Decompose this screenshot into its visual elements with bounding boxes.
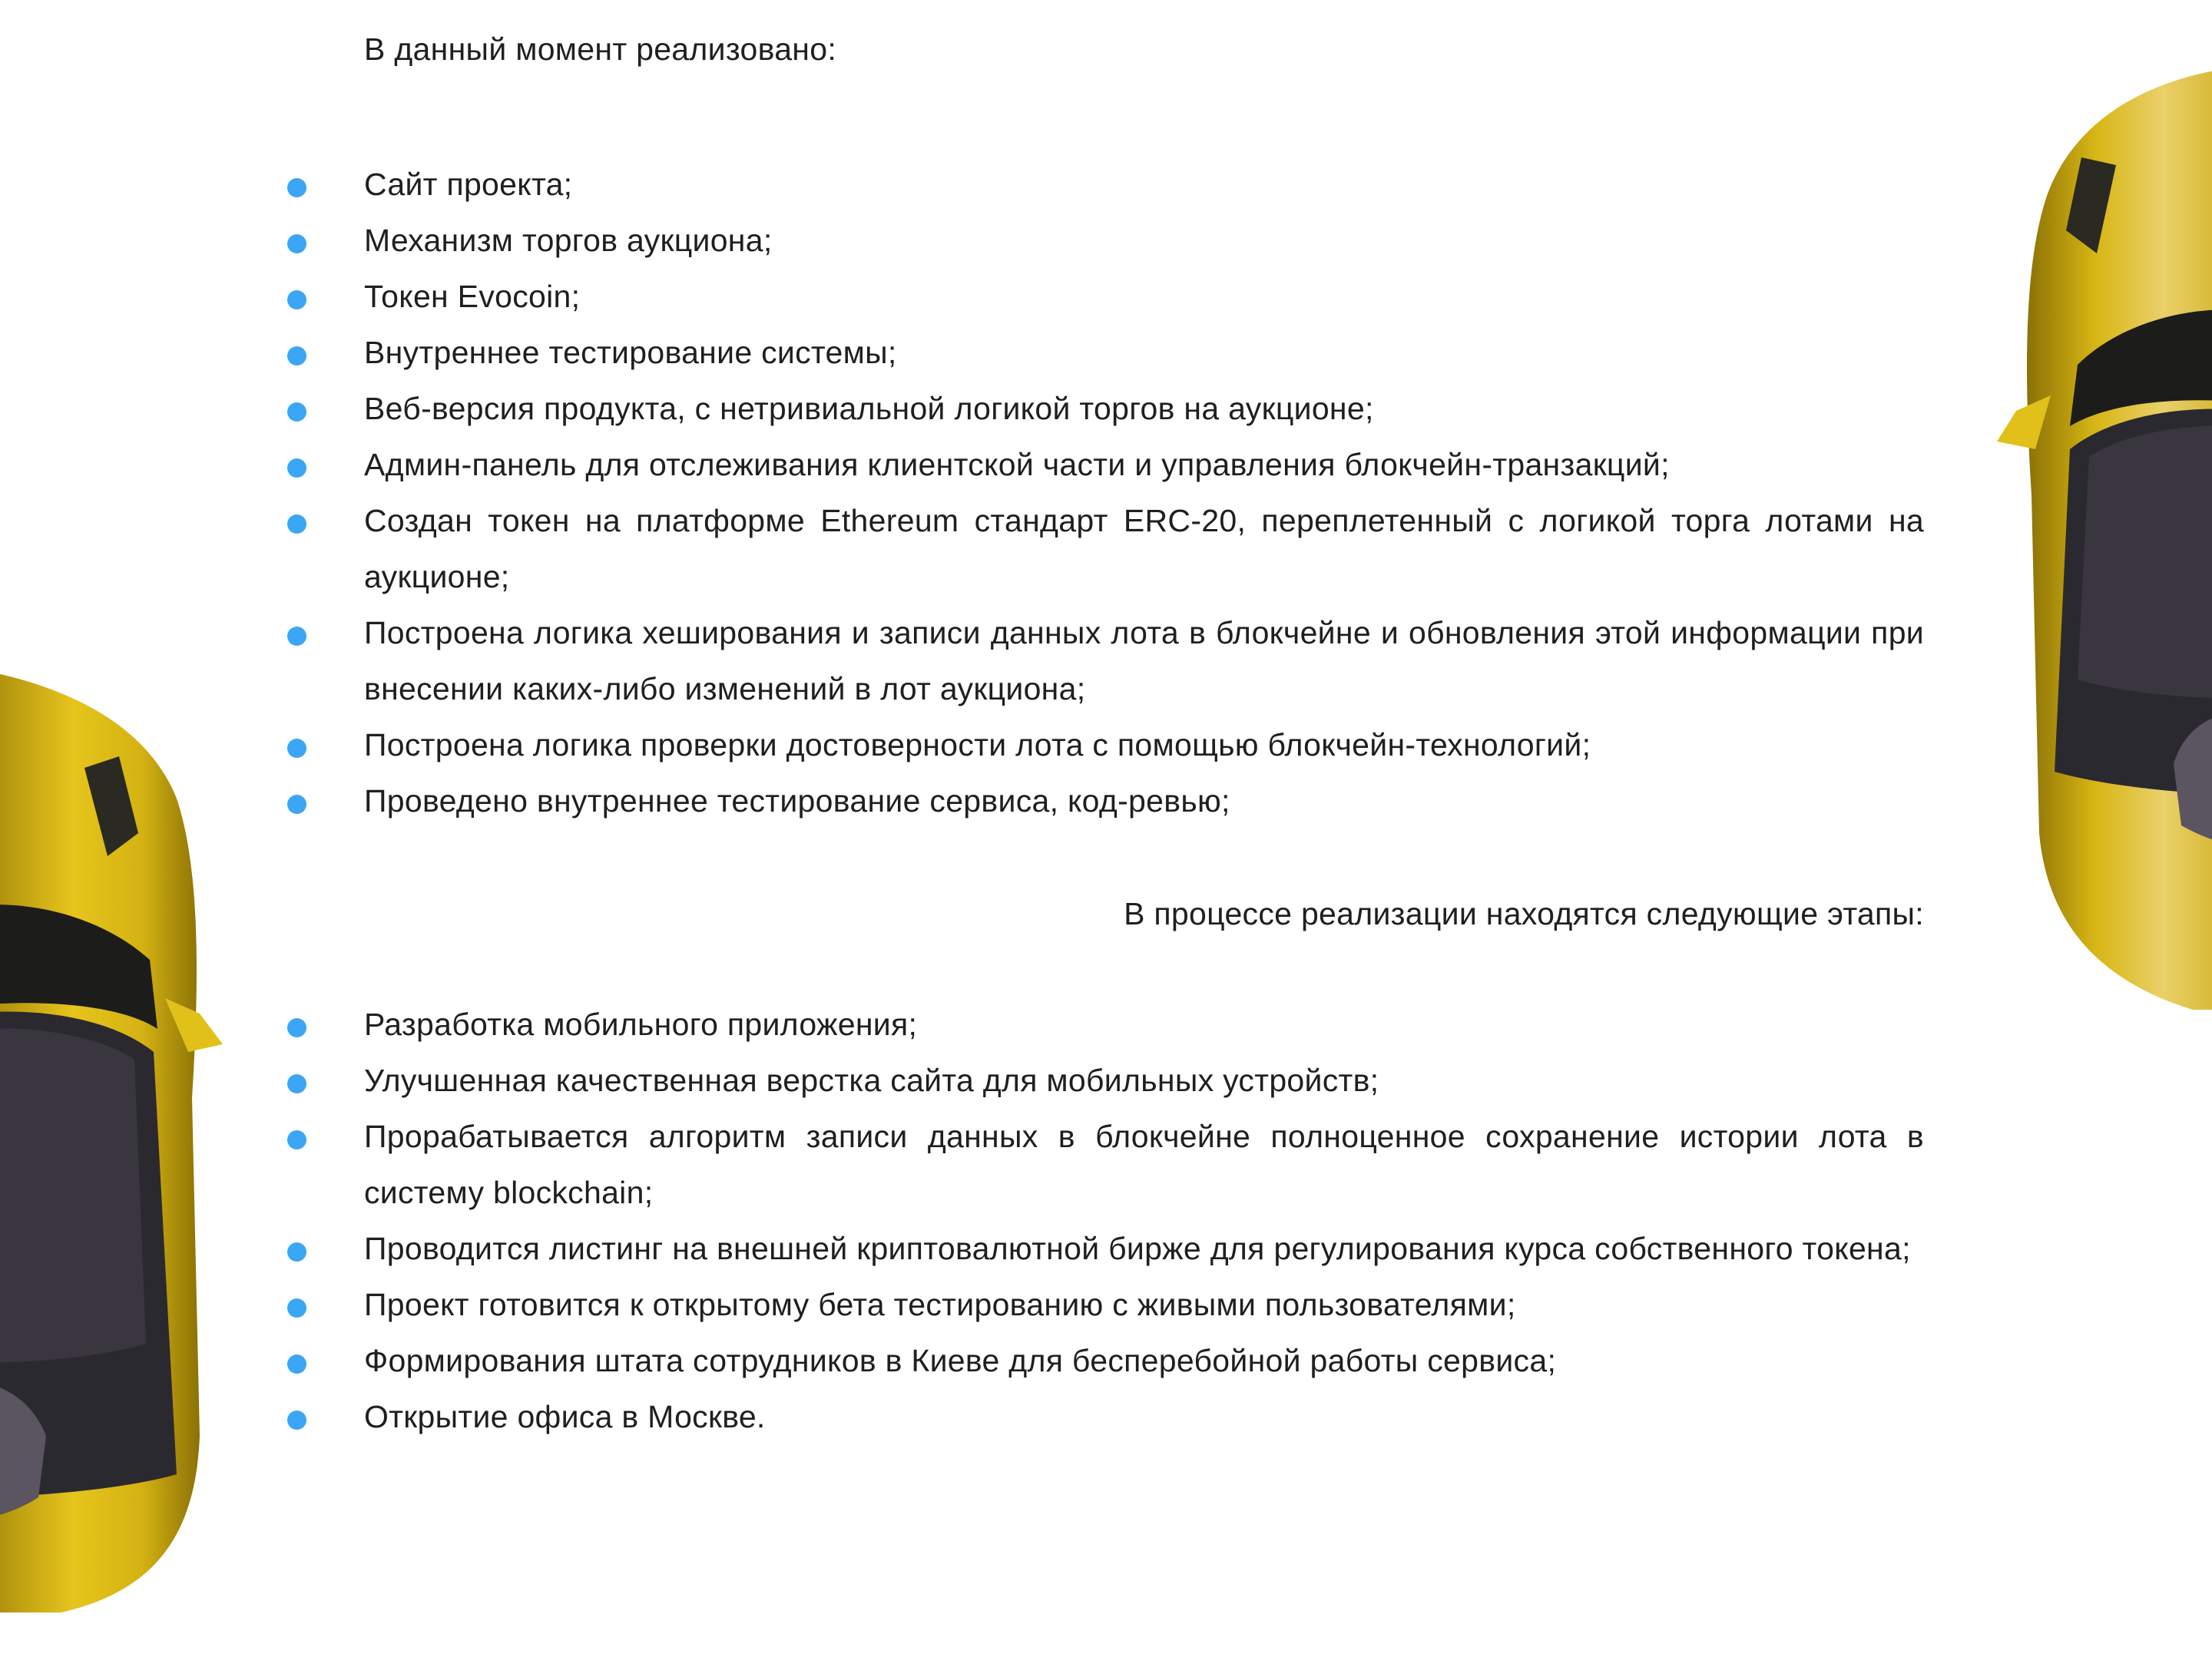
list-item-text: Улучшенная качественная верстка сайта для мобильных устройств; [364, 1063, 1379, 1098]
bullet-icon [287, 627, 306, 646]
list-item [284, 493, 1924, 605]
bullet-icon [287, 1354, 306, 1374]
list-item-text: Проведено внутреннее тестирование сервиса, код-ревью; [364, 783, 1230, 819]
list-item-text: Админ-панель для отслеживания клиентской части и управления блокчейн-транзакций; [364, 447, 1670, 482]
list-item [284, 157, 1924, 213]
bullet-icon [287, 514, 306, 534]
list-item-text: Построена логика проверки достоверности лота с помощью блокчейн-технологий; [364, 727, 1591, 762]
list-item-text: Веб-версия продукта, с нетривиальной логикой торгов на аукционе; [364, 391, 1374, 426]
list-item [284, 325, 1924, 381]
list-item-text: Проект готовится к открытому бета тестированию с живыми пользователями; [364, 1287, 1516, 1322]
list-item-text: Сайт проекта; [364, 167, 573, 202]
in-progress-list [284, 997, 1924, 1445]
list-item [284, 269, 1924, 325]
list-item-text: Разработка мобильного приложения; [364, 1007, 918, 1042]
list-item [284, 773, 1924, 829]
list-item [284, 381, 1924, 437]
list-item [284, 1389, 1924, 1445]
bullet-icon [287, 178, 306, 197]
in-progress-heading: В процессе реализации находятся следующие этапы: [1124, 896, 1924, 931]
list-item [284, 717, 1924, 773]
list-item-text: Механизм торгов аукциона; [364, 223, 773, 258]
bullet-icon [287, 234, 306, 253]
list-item [284, 1053, 1924, 1109]
list-item-text: Токен Evocoin; [364, 279, 581, 314]
list-item-text: Создан токен на платформе Ethereum стандарт ERC-20, переплетенный с логикой торга лотами на аукционе; [364, 503, 1924, 594]
bullet-icon [287, 1298, 306, 1318]
bullet-icon [287, 290, 306, 309]
done-heading: В данный момент реализовано: [364, 31, 837, 67]
list-item-text: Построена логика хеширования и записи данных лота в блокчейне и обновления этой информации при внесении каких-либо изменений в лот аукциона; [364, 615, 1924, 706]
bullet-icon [287, 458, 306, 478]
list-item-text: Прорабатывается алгоритм записи данных в блокчейне полноценное сохранение истории лота в систему blockchain; [364, 1119, 1924, 1210]
bullet-icon [287, 795, 306, 814]
bullet-icon [287, 1018, 306, 1037]
list-item [284, 997, 1924, 1053]
bullet-icon [287, 1411, 306, 1430]
list-item [284, 213, 1924, 269]
bullet-icon [287, 739, 306, 758]
yellow-sports-car-icon [1962, 65, 2212, 1010]
bullet-icon [287, 1130, 306, 1149]
bullet-icon [287, 346, 306, 365]
yellow-sports-car-icon [0, 668, 238, 1612]
list-item-text: Формирования штата сотрудников в Киеве для бесперебойной работы сервиса; [364, 1343, 1557, 1378]
list-item-text: Проводится листинг на внешней криптовалютной бирже для регулирования курса собственного токена; [364, 1231, 1911, 1266]
list-item [284, 1109, 1924, 1221]
done-list [284, 157, 1924, 829]
bullet-icon [287, 1074, 306, 1093]
list-item [284, 605, 1924, 717]
bullet-icon [287, 1242, 306, 1262]
list-item-text: Внутреннее тестирование системы; [364, 335, 897, 370]
list-item [284, 1333, 1924, 1389]
roadmap-content [284, 28, 1924, 1445]
bullet-icon [287, 402, 306, 422]
list-item [284, 437, 1924, 493]
list-item [284, 1277, 1924, 1333]
list-item-text: Открытие офиса в Москве. [364, 1399, 766, 1434]
list-item [284, 1221, 1924, 1277]
